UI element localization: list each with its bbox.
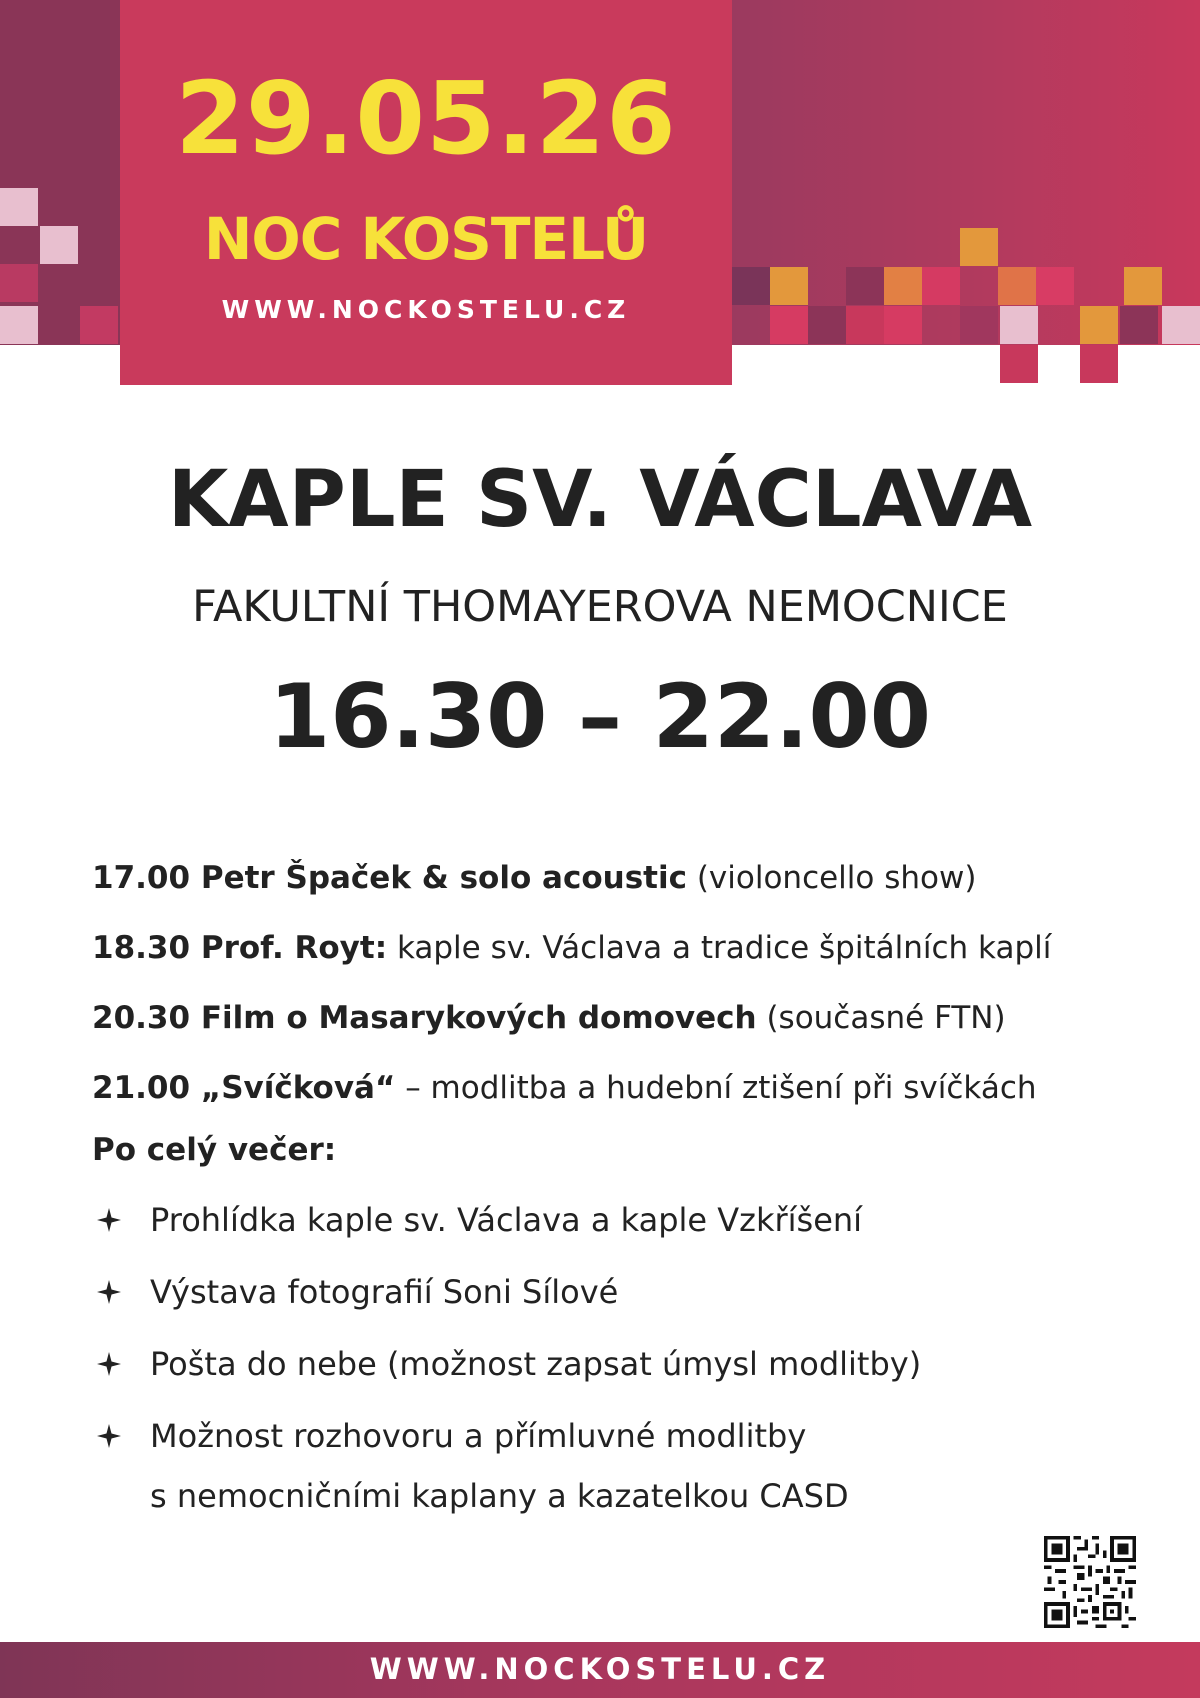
program-item-detail: kaple sv. Václava a tradice špitálních kaplí — [387, 930, 1052, 966]
program-item-title: 18.30 Prof. Royt: — [92, 930, 388, 966]
qr-code[interactable] — [1044, 1536, 1136, 1628]
program-item — [92, 983, 1172, 1053]
sparkle-icon — [96, 1190, 122, 1250]
venue-title: KAPLE SV. VÁCLAVA — [167, 455, 1033, 545]
program-item-title: 17.00 Petr Špaček & solo acoustic — [92, 860, 687, 896]
sparkle-icon — [96, 1334, 122, 1394]
brand-box — [120, 0, 732, 385]
list-item-text: Prohlídka kaple sv. Václava a kaple Vzkříšení — [150, 1201, 863, 1239]
list-item — [92, 1406, 1172, 1526]
brand-url-link[interactable]: WWW.NOCKOSTELU.CZ — [221, 295, 631, 324]
sparkle-icon — [96, 1262, 122, 1322]
program-item-detail: (violoncello show) — [686, 860, 977, 896]
opening-hours: 16.30 – 22.00 — [269, 665, 931, 768]
list-item — [92, 1334, 1172, 1394]
program-item-detail: (současné FTN) — [756, 1000, 1006, 1036]
brand-name: NOC KOSTELŮ — [203, 205, 649, 273]
program-item — [92, 913, 1172, 983]
program-item-title: 21.00 „Svíčková“ — [92, 1070, 396, 1106]
program-item — [92, 843, 1172, 913]
list-item — [92, 1190, 1172, 1250]
list-item-text: Možnost rozhovoru a přímluvné modlitby — [150, 1417, 807, 1455]
venue-subtitle: FAKULTNÍ THOMAYEROVA NEMOCNICE — [192, 582, 1008, 632]
all-evening-heading: Po celý večer: — [92, 1132, 337, 1168]
list-item — [92, 1262, 1172, 1322]
program-item-detail: – modlitba a hudební ztišení při svíčkách — [395, 1070, 1037, 1106]
program-list — [92, 843, 1172, 1123]
sparkle-icon — [96, 1406, 122, 1466]
program-item — [92, 1053, 1172, 1123]
list-item-text: Pošta do nebe (možnost zapsat úmysl modlitby) — [150, 1345, 922, 1383]
list-item-text-continued: s nemocničními kaplany a kazatelkou CASD — [150, 1477, 849, 1515]
all-evening-list — [92, 1190, 1172, 1538]
footer-url-link[interactable]: WWW.NOCKOSTELU.CZ — [369, 1652, 831, 1686]
event-date: 29.05.26 — [175, 60, 677, 177]
program-item-title: 20.30 Film o Masarykových domovech — [92, 1000, 757, 1036]
footer-band — [0, 1642, 1200, 1698]
list-item-text: Výstava fotografií Soni Sílové — [150, 1273, 619, 1311]
